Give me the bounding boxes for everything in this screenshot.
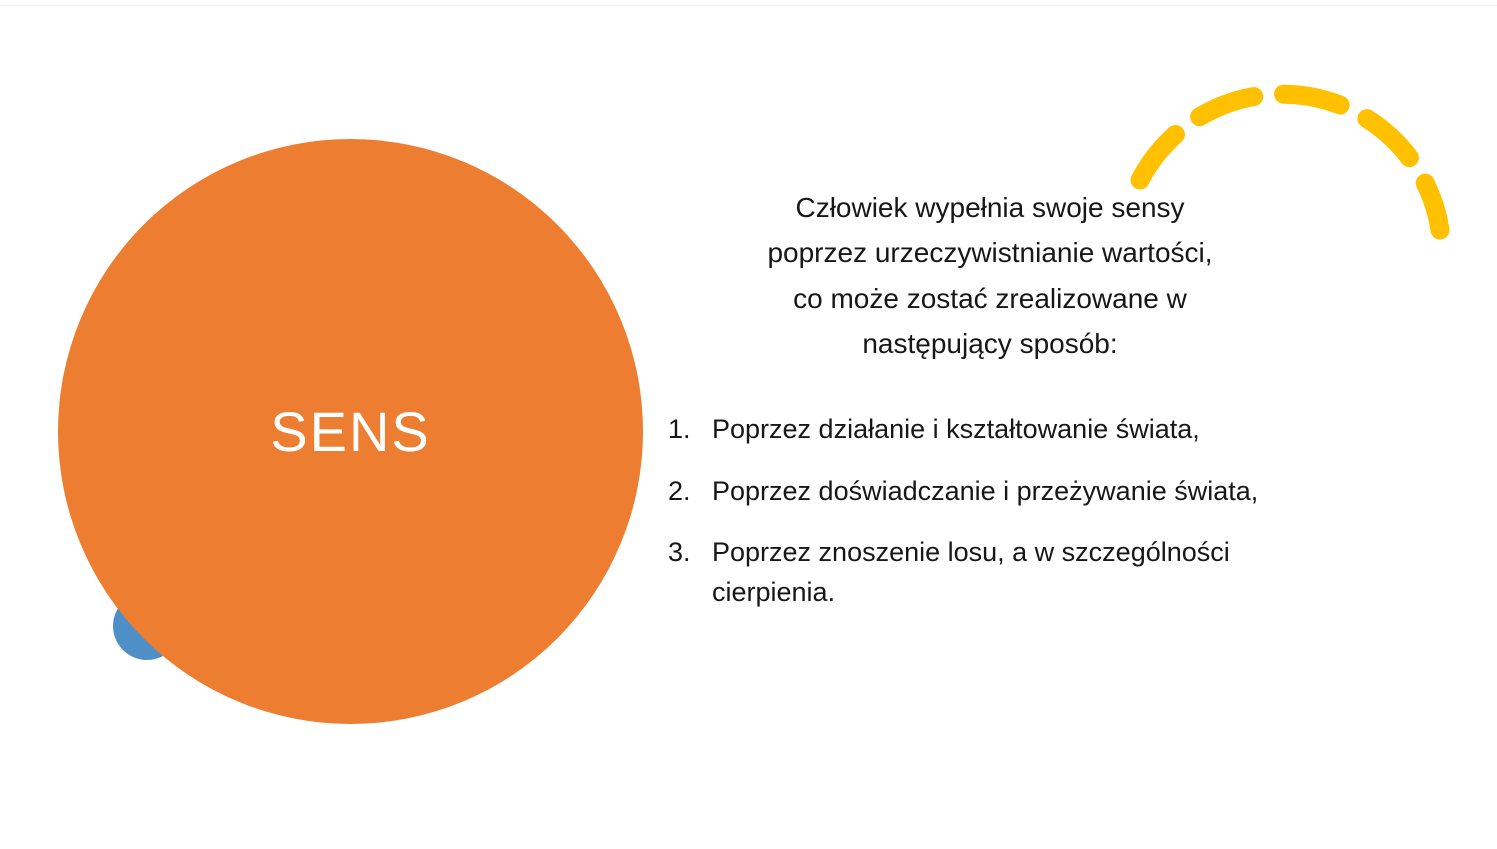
list-item-label: Poprzez znoszenie losu, a w szczególności cierpienia. bbox=[712, 537, 1230, 607]
intro-line-1: Człowiek wypełnia swoje sensy bbox=[795, 192, 1185, 223]
content-text-column bbox=[650, 185, 1330, 634]
numbered-list bbox=[650, 410, 1330, 612]
list-item-number: 1. bbox=[668, 414, 691, 445]
orange-circle-label: SENS bbox=[270, 400, 431, 463]
list-item bbox=[650, 410, 1330, 449]
list-item-number: 3. bbox=[668, 537, 691, 568]
orange-sens-circle bbox=[58, 139, 643, 724]
list-item-label: Poprzez działanie i kształtowanie świata, bbox=[712, 414, 1200, 445]
intro-line-3: co może zostać zrealizowane w bbox=[793, 282, 1187, 314]
intro-line-4: następujący sposób: bbox=[862, 328, 1118, 360]
intro-line-2: poprzez urzeczywistnianie wartości, bbox=[767, 237, 1213, 269]
top-divider bbox=[0, 0, 1497, 6]
list-item-number: 2. bbox=[668, 475, 691, 506]
intro-paragraph bbox=[650, 185, 1330, 366]
list-item bbox=[650, 533, 1330, 612]
list-item bbox=[650, 472, 1330, 511]
list-item-label: Poprzez doświadczanie i przeżywanie świata, bbox=[712, 475, 1259, 506]
